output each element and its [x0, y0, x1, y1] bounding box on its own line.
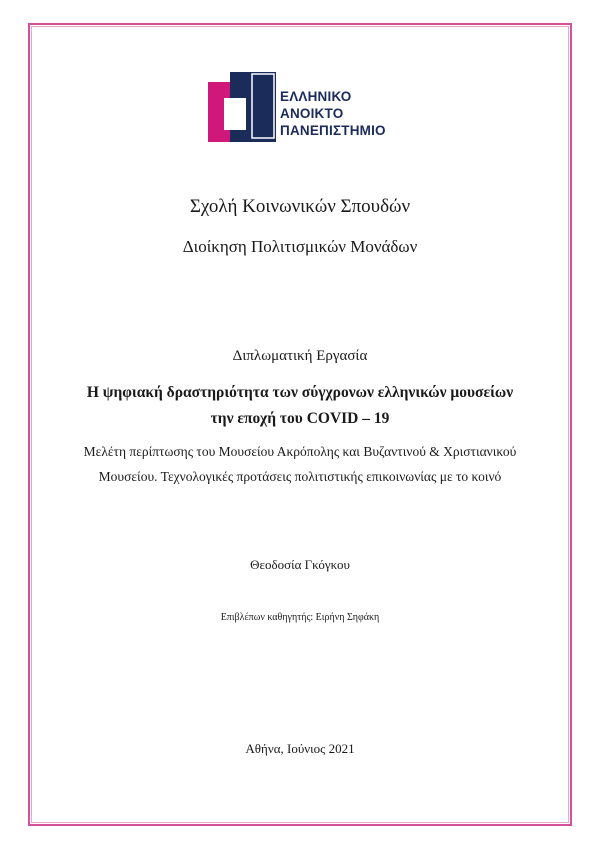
logo-line-1: ΕΛΛΗΝΙΚΟ	[280, 89, 352, 104]
place-and-date: Αθήνα, Ιούνιος 2021	[245, 741, 355, 756]
department-name: Διοίκηση Πολιτισμικών Μονάδων	[182, 237, 418, 256]
thesis-title-line-1: Η ψηφιακή δραστηριότητα των σύγχρονων ελληνικών μουσείων	[86, 384, 514, 401]
school-name: Σχολή Κοινωνικών Σπουδών	[189, 196, 411, 217]
thesis-title-line-2: την εποχή του COVID – 19	[210, 410, 390, 427]
thesis-subtitle-line-1: Μελέτη περίπτωσης του Μουσείου Ακρόπολης και Βυζαντινού & Χριστιανικού	[83, 444, 517, 459]
logo-line-2: ΑΝΟΙΚΤΟ	[280, 106, 344, 121]
university-logo-text	[280, 88, 386, 139]
university-logo	[208, 72, 398, 142]
thesis-type-label: Διπλωματική Εργασία	[232, 348, 368, 364]
logo-line-3: ΠΑΝΕΠΙΣΤΗΜΙΟ	[280, 123, 386, 138]
supervisor-line: Επιβλέπων καθηγητής: Ειρήνη Σηφάκη	[220, 612, 380, 623]
university-logo-icon	[208, 72, 276, 142]
thesis-subtitle-line-2: Μουσείου. Τεχνολογικές προτάσεις πολιτιστικής επικοινωνίας με το κοινό	[98, 469, 502, 484]
author-name: Θεοδοσία Γκόγκου	[250, 557, 350, 572]
